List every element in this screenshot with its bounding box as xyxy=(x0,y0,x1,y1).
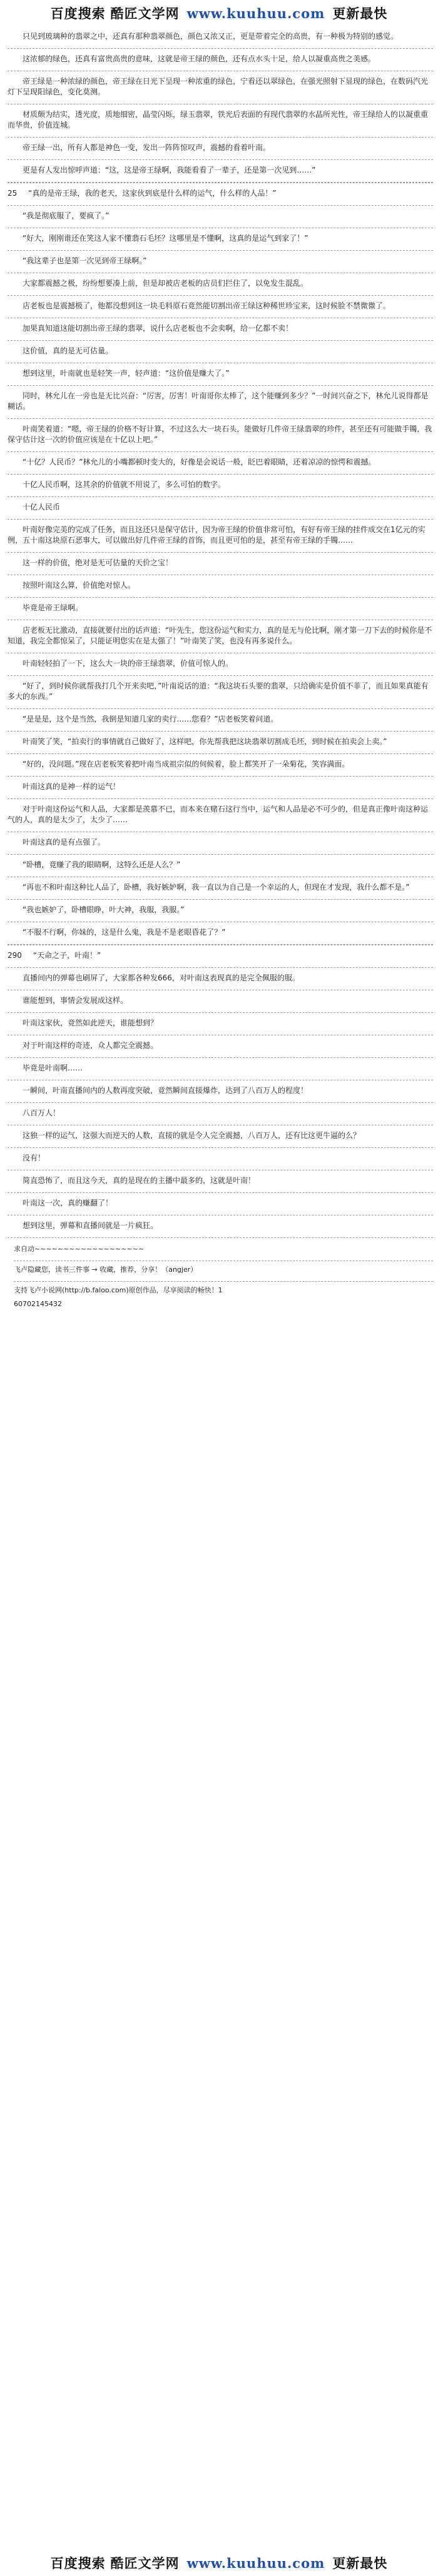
paragraph: “真的是帝王绿，我的老天，这家伙到底是什么样的运气，什么样的人品！” xyxy=(28,189,277,198)
paragraph: “我是彻底服了，要疯了。” xyxy=(8,206,433,228)
paragraph: “我也嫉妒了，卧槽眼睁，叶大神，我服，我服。” xyxy=(8,900,433,922)
article-body xyxy=(0,26,438,1309)
paragraph: 这一样的价值，绝对是无可估量的天价之宝！ xyxy=(8,553,433,575)
paragraph: “好了，到时候你就帮我打几个开来卖吧，”叶南说话的道：“我这块石头要的翡翠，只给确实是价值不菲了，而且如果真能有多大的东西。” xyxy=(8,676,433,709)
paragraph: 想到这里，弹幕和直播间就是一片疯狂。 xyxy=(8,1215,433,1238)
paragraph: 只见到玻璃种的翡翠之中，还真有那种翡翠颜色，颜色又浓又正，更是带着完全的高贵，有一种极为特别的感觉。 xyxy=(8,26,433,49)
paragraph: 这独一样的运气，这强大而逆天的人数，直接的就是令人完全震撼，八百万人，还有比这更牛逼的么？ xyxy=(8,1125,433,1148)
paragraph: 一瞬间，叶南直播间内的人数再度突破，竟然瞬间直接爆炸，达到了八百万人的程度！ xyxy=(8,1080,433,1103)
share-line: 飞卢隐藏您，读书三件事 → 收藏，推荐，分享！（angjer） xyxy=(14,1265,198,1274)
banner-right: 更新最快 xyxy=(332,6,388,21)
banner-right: 更新最快 xyxy=(332,2555,388,2571)
paragraph: “卧槽，竟赚了我的眼睛啊，这特么还是人么？” xyxy=(8,855,433,877)
paragraph: “好的，没问题。”现在店老板笑着把叶南当成祖宗似的伺候着，脸上都笑开了一朵菊花，笑容满面。 xyxy=(8,754,433,777)
paragraph: 这价值，真的是无可估量。 xyxy=(8,341,433,363)
paragraph: 叶南这家伙，竟然如此逆天，谁能想到？ xyxy=(8,1013,433,1035)
paragraph: 对于叶南这样的奇迹，众人都完全震撼。 xyxy=(8,1035,433,1058)
paragraph: “十亿？人民币？”林允儿的小嘴都顿时变大的，好像是会说话一般，眨巴着眼睛，还着凉凉的惊愕和震撼。 xyxy=(8,452,433,475)
paragraph: “我这辈子也是第一次见到帝王绿啊。” xyxy=(8,251,433,273)
paragraph: “再也不和叶南这种比人品了，卧槽，我好嫉妒啊，我一直以为自己是一个幸运的人，但现在才发现，我什么都不是。” xyxy=(8,877,433,900)
paragraph: 简直恐怖了，而且这今天，真的是现在的主播中最多的，这就是叶南！ xyxy=(8,1170,433,1193)
paragraph: 十亿人民币 xyxy=(8,497,433,520)
paragraph: “好大，刚刚谁还在笑这人家不懂翡石毛坯？这哪里是不懂啊，这真的是运气到家了！” xyxy=(8,228,433,251)
banner-left: 百度搜索 xyxy=(50,2555,106,2571)
paragraph: 这浓郁的绿色，还真有富贵高贵的意味，这就是帝王绿的颜色，还有点水头十足，给人以凝重高贵之美感。 xyxy=(8,49,433,71)
paragraph: 帝王绿一出，所有人都是神色一变，发出一阵阵惊叹声，震撼的看着叶南。 xyxy=(8,138,433,160)
chapter-number: 25 xyxy=(8,189,18,198)
paragraph: 八百万人！ xyxy=(8,1103,433,1125)
paragraph: 对于叶南这份运气和人品，大家都是羡慕不已，而本来在赌石这行当中，运气和人品是必不可少的，但是真正像叶南这种运气的人，真的是太少了，太少了…… xyxy=(8,799,433,832)
paragraph: 帝王绿是一种浓绿的颜色，帝王绿在日光下呈现一种浓重的绿色，宁看还以翠绿色，在强光照射下显现的绿色，在数码汽光灯下呈现阳绿色，变化莫测。 xyxy=(8,71,433,104)
paragraph: 叶南轻轻拍了一下，这么大一块的帝王绿翡翠，价值可惊人的。 xyxy=(8,653,433,676)
sign-off: 求自动~~~~~~~~~~~~~~~~~~~ xyxy=(14,1245,145,1253)
paragraph: 没有！ xyxy=(8,1148,433,1170)
chapter-footer xyxy=(8,1238,433,1309)
paragraph: 毕竟是帝王绿啊。 xyxy=(8,598,433,620)
paragraph: 大家都震撼之极，纷纷想要凑上前，但是却被店老板的店员们拦住了，以免发生混乱。 xyxy=(8,273,433,296)
divider xyxy=(14,1260,433,1261)
paragraph: 加果真知道这能切割出帝王绿的翡翠，说什么店老板也不会卖啊，给一亿都不卖！ xyxy=(8,318,433,341)
banner-brand: 酷匠文学网 xyxy=(110,6,180,21)
paragraph: 叶南好像完美的完成了任务，而且这还只是保守估计，因为帝王绿的价值非常可怕，有好有帝王绿的挂件成交在1亿元的实例，五十南这块原石恶事大，可以做出好几件帝王绿的首饰，而且更可怕的是，甚至有帝王绿的手镯…… xyxy=(8,520,433,553)
paragraph: 叶南这真的是神一样的运气！ xyxy=(8,777,433,799)
id-line: 60702145432 xyxy=(14,1300,62,1308)
paragraph: 材质颇为结实，透光度，质地细密，晶莹闪烁，绿玉翡翠，铁光后表面的有现代翡翠的水晶所光性，帝王绿给人的以凝重重而华贵，价值连城。 xyxy=(8,104,433,138)
banner-url[interactable]: www.kuuhuu.com xyxy=(186,2555,325,2571)
paragraph: 叶南这一次，真的赚翻了！ xyxy=(8,1193,433,1215)
paragraph: 按照叶南这么算，价值绝对惊人。 xyxy=(8,575,433,598)
banner-brand: 酷匠文学网 xyxy=(110,2555,180,2571)
paragraph: “天命之子，叶南！” xyxy=(33,951,101,960)
site-banner-bottom xyxy=(0,2550,438,2576)
paragraph: “不服不行啊，你妹的，这是什么鬼，我是不是老眼昏花了？” xyxy=(8,922,433,945)
paragraph: 更是有人发出惊呼声道：“这，这是帝王绿啊，我能看看了一辈子，还是第一次见到……” xyxy=(8,160,433,183)
paragraph: 十亿人民币啊，这其余的价值就不用说了，多么可怕的数字。 xyxy=(8,475,433,497)
paragraph: 想到这里，叶南就也是轻笑一声，轻声道：“这价值是赚大了。” xyxy=(8,363,433,386)
site-banner xyxy=(0,0,438,26)
paragraph: 直播间内的弹幕也刷屏了，大家都各种发666，对叶南这表现真的是完全佩服的服。 xyxy=(8,968,433,990)
paragraph: 毕竟是叶南啊…… xyxy=(8,1058,433,1080)
paragraph: 店老板无比激动，直接就要付出的话声道：“叶先生，您这份运气和实力，真的是无与伦比啊，刚才第一刀下去的时候你是不知道，我完全都惊呆了，只能证明您实在是太强了！”叶南笑了笑，也没有再多说什么。 xyxy=(8,620,433,653)
paragraph: 同时，林允儿在一旁也是无比兴奋：“厉害，厉害！叶南哥你太棒了，这个能赚到多少？”一时间兴奋之下，林允儿说得都是糊话。 xyxy=(8,386,433,419)
chapter-number: 290 xyxy=(8,951,22,960)
paragraph: 店老板也是震撼极了，他都没想到这一块毛料原石竟然能切割出帝王绿这种稀世珍宝来，这时候脸不禁微微了。 xyxy=(8,296,433,318)
paragraph: 谁能想到，事情会发展成这样。 xyxy=(8,990,433,1013)
paragraph: 叶南这真的是有点强了。 xyxy=(8,832,433,855)
chapter-marker xyxy=(8,945,433,968)
chapter-marker xyxy=(8,183,433,206)
paragraph: 叶南笑了笑，“拍卖行的事情就自己做好了，这样吧，你先帮我把这块翡翠切割成毛坯，到时候在拍卖会上卖。” xyxy=(8,732,433,754)
banner-url[interactable]: www.kuuhuu.com xyxy=(186,5,325,21)
divider xyxy=(14,1281,433,1282)
paragraph: “是是是，这个是当然，我倒是知道几家的卖行……您看？”店老板笑着问道。 xyxy=(8,709,433,732)
paragraph: 叶南笑着道：“嗯，帝王绿的价格不好计算，不过这么大一块石头，能做好几件帝王绿翡翠的珍件，甚至还有可能做手镯，我保守估计这一次的价值应该是在十亿以上吧。” xyxy=(8,419,433,452)
source-line[interactable]: 支持飞卢小说网(http://b.faloo.com)原创作品，尽享阅读的畅快！1 xyxy=(14,1286,223,1294)
banner-left: 百度搜索 xyxy=(50,6,106,21)
